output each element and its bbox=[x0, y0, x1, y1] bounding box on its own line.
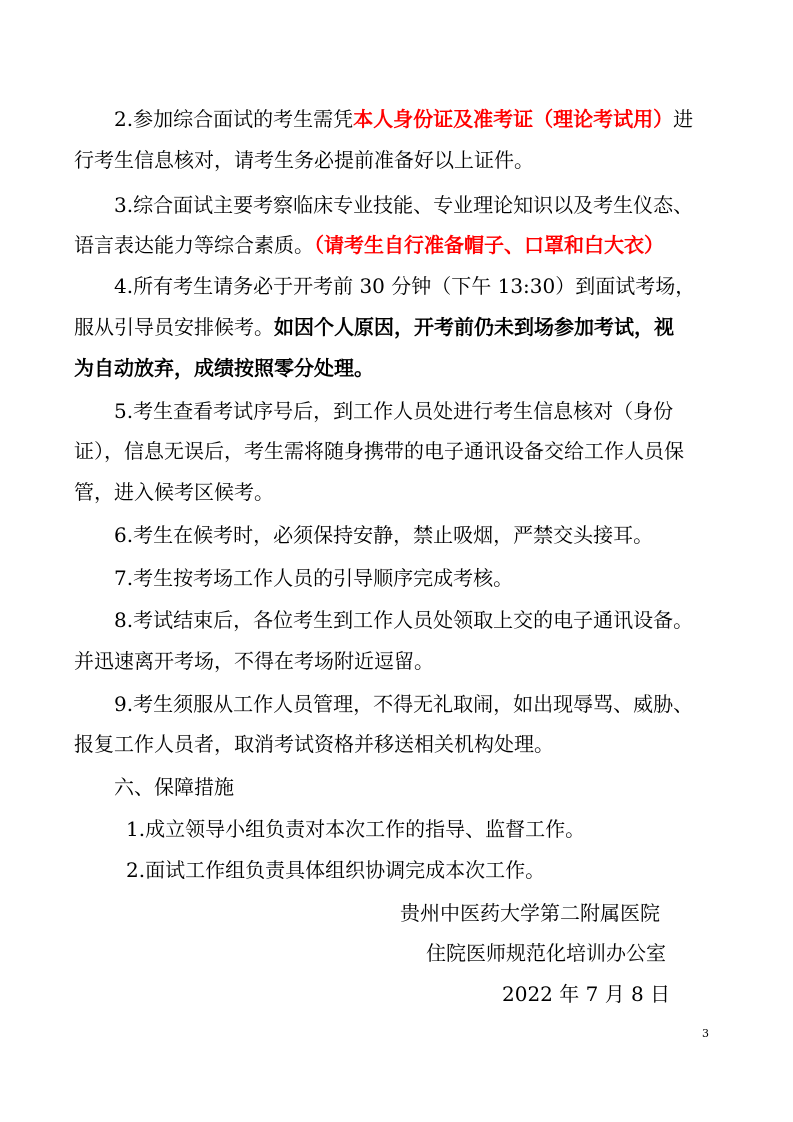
item4-line1: 4.所有考生请务必于开考前 30 分钟（下午 13:30）到面试考场， bbox=[114, 274, 696, 298]
item2-line1-prefix: 2.参加综合面试的考生需凭 bbox=[114, 107, 354, 131]
section6-item2: 2.面试工作组负责具体组织协调完成本次工作。 bbox=[126, 858, 546, 882]
item6-line: 6.考生在候考时，必须保持安静，禁止吸烟，严禁交头接耳。 bbox=[114, 523, 654, 547]
signature-org2: 住院医师规范化培训办公室 bbox=[426, 941, 666, 965]
item2-id-requirement: 本人身份证及准考证（理论考试用） bbox=[353, 107, 674, 131]
item4-absence-warning: 如因个人原因，开考前仍未到场参加考试，视 bbox=[274, 315, 674, 339]
item9-line2: 报复工作人员者，取消考试资格并移送相关机构处理。 bbox=[74, 732, 554, 756]
item2-line2: 行考生信息核对，请考生务必提前准备好以上证件。 bbox=[74, 148, 534, 172]
item5-line1: 5.考生查看考试序号后，到工作人员处进行考生信息核对（身份 bbox=[114, 399, 674, 423]
section6-title: 六、保障措施 bbox=[114, 775, 234, 799]
item3-line2 bbox=[74, 231, 664, 259]
item9-line1: 9.考生须服从工作人员管理，不得无礼取闹，如出现辱骂、威胁、 bbox=[114, 692, 694, 716]
item5-line3: 管，进入候考区候考。 bbox=[74, 480, 274, 504]
item2-line1-suffix: 进 bbox=[673, 107, 694, 131]
item4-line3: 为自动放弃，成绩按照零分处理。 bbox=[74, 356, 374, 380]
item4-line2-text: 服从引导员安排候考。 bbox=[74, 315, 274, 339]
item4-line2 bbox=[74, 313, 674, 341]
item7-line: 7.考生按考场工作人员的引导顺序完成考核。 bbox=[114, 566, 514, 590]
item8-line1: 8.考试结束后，各位考生到工作人员处领取上交的电子通讯设备。 bbox=[114, 608, 694, 632]
signature-org1: 贵州中医药大学第二附属医院 bbox=[400, 901, 660, 925]
item8-line2: 并迅速离开考场，不得在考场附近逗留。 bbox=[74, 649, 434, 673]
page-number: 3 bbox=[702, 1027, 709, 1040]
item3-attire-requirement: （请考生自行准备帽子、口罩和白大衣） bbox=[314, 233, 664, 257]
item3-line2-text: 语言表达能力等综合素质。 bbox=[74, 233, 314, 257]
item5-line2: 证），信息无误后，考生需将随身携带的电子通讯设备交给工作人员保 bbox=[74, 439, 684, 463]
item2-line1 bbox=[114, 105, 693, 133]
section6-item1: 1.成立领导小组负责对本次工作的指导、监督工作。 bbox=[126, 817, 586, 841]
signature-date: 2022 年 7 月 8 日 bbox=[502, 982, 671, 1006]
item3-line1: 3.综合面试主要考察临床专业技能、专业理论知识以及考生仪态、 bbox=[114, 193, 694, 217]
